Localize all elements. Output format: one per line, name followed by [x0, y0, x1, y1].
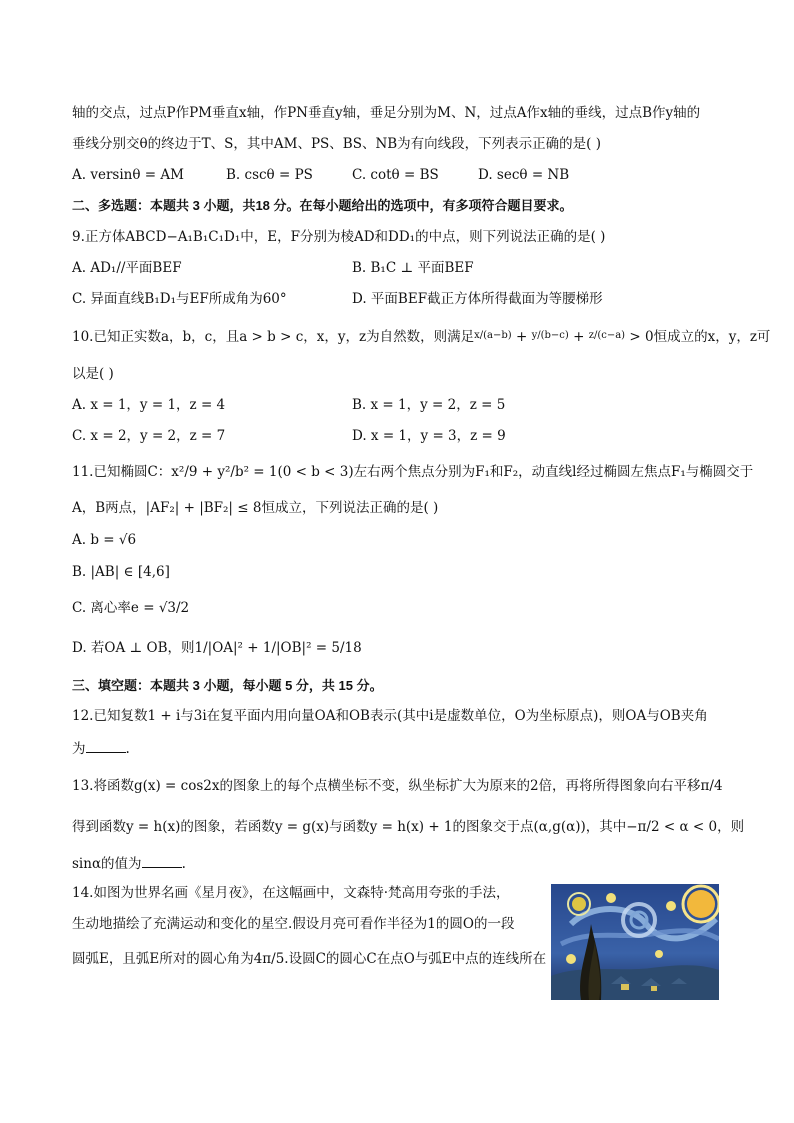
- q13-line2: 得到函数y = h(x)的图象，若函数y = g(x)与函数y = h(x) + 1的图象交于点(α,g(α))，其中−π/2 < α < 0，则: [72, 819, 745, 835]
- starry-night-painting: [551, 884, 719, 1000]
- q11-line2: A，B两点，|AF₂| + |BF₂| ≤ 8恒成立，下列说法正确的是( ): [72, 500, 439, 516]
- q10-line2: 以是( ): [72, 366, 114, 382]
- q14-line1: 14.如图为世界名画《星月夜》，在这幅画中，文森特·梵高用夸张的手法，: [72, 885, 510, 901]
- q9-option-a: A. AD₁//平面BEF: [72, 260, 182, 276]
- q12-line2: 为 .: [72, 738, 130, 758]
- q10-option-d: D. x = 1，y = 3，z = 9: [352, 428, 506, 444]
- q8-option-b: B. cscθ = PS: [226, 167, 313, 183]
- q10-option-c: C. x = 2，y = 2，z = 7: [72, 428, 226, 444]
- q10-stem-end: > 0恒成立的x，y，z可: [625, 329, 771, 345]
- section-heading-multiple-choice: 二、多选题：本题共 3 小题，共18 分。在每小题给出的选项中，有多项符合题目要求。: [72, 198, 573, 213]
- q10-stem-start: 10.已知正实数a，b，c，且a > b > c，x，y，z为自然数，则满足: [72, 329, 475, 345]
- q9-option-b: B. B₁C ⊥ 平面BEF: [352, 260, 474, 276]
- q10-fraction-z: z/(c−a): [588, 330, 626, 341]
- q8-option-d: D. secθ = NB: [478, 167, 570, 183]
- q12-line1: 12.已知复数1 + i与3i在复平面内用向量OA和OB表示(其中i是虚数单位，O为坐标原点)，则OA与OB夹角: [72, 708, 708, 724]
- q13-line3-text: sinα的值为: [72, 856, 142, 872]
- q9-option-d: D. 平面BEF截正方体所得截面为等腰梯形: [352, 291, 603, 307]
- q10-option-a: A. x = 1，y = 1，z = 4: [72, 397, 226, 413]
- q8-line1: 轴的交点，过点P作PM垂直x轴，作PN垂直y轴，垂足分别为M、N，过点A作x轴的垂线，过点B作y轴的: [72, 105, 701, 121]
- section-heading-fill-in: 三、填空题：本题共 3 小题，每小题 5 分，共 15 分。: [72, 678, 383, 693]
- q11-line1: 11.已知椭圆C：x²/9 + y²/b² = 1(0 < b < 3)左右两个焦点分别为F₁和F₂，动直线l经过椭圆左焦点F₁与椭圆交于: [72, 464, 754, 480]
- q10-fraction-x: x/(a−b): [474, 330, 512, 341]
- q11-option-c: C. 离心率e = √3/2: [72, 600, 190, 616]
- q12-line2-text: 为: [72, 741, 86, 757]
- q9-option-c: C. 异面直线B₁D₁与EF所成角为60°: [72, 291, 287, 307]
- q10-stem: 10.已知正实数a，b，c，且a > b > c，x，y，z为自然数，则满足$^{x/(a-b)}$ + $^{y/(b-c)}$ + $^{z/(c-a)}$ > 0恒成立的x，y，z可: [72, 329, 771, 345]
- q13-line3: sinα的值为 .: [72, 853, 186, 873]
- q10-option-b: B. x = 1，y = 2，z = 5: [352, 397, 506, 413]
- starry-night-image: [551, 884, 719, 1000]
- q14-line2: 生动地描绘了充满运动和变化的星空.假设月亮可看作半径为1的圆O的一段: [72, 916, 515, 932]
- q8-line2: 垂线分别交θ的终边于T、S，其中AM、PS、BS、NB为有向线段，下列表示正确的是( ): [72, 136, 602, 152]
- q11-option-d: D. 若OA ⊥ OB，则1/|OA|² + 1/|OB|² = 5/18: [72, 640, 362, 656]
- q14-line3: 圆弧E，且弧E所对的圆心角为4π/5.设圆C的圆心C在点O与弧E中点的连线所在: [72, 951, 547, 967]
- q8-option-a: A. versinθ = AM: [72, 167, 184, 183]
- q13-line1: 13.将函数g(x) = cos2x的图象上的每个点横坐标不变，纵坐标扩大为原来的2倍，再将所得图象向右平移π/4: [72, 778, 723, 794]
- q13-answer-blank[interactable]: [142, 853, 182, 868]
- q9-stem: 9.正方体ABCD−A₁B₁C₁D₁中，E，F分别为棱AD和DD₁的中点，则下列说法正确的是( ): [72, 229, 606, 245]
- q11-option-b: B. |AB| ∈ [4,6]: [72, 564, 170, 580]
- q10-fraction-y: y/(b−c): [531, 330, 569, 341]
- q12-answer-blank[interactable]: [86, 738, 126, 753]
- q8-option-c: C. cotθ = BS: [352, 167, 439, 183]
- q11-option-a: A. b = √6: [72, 532, 137, 548]
